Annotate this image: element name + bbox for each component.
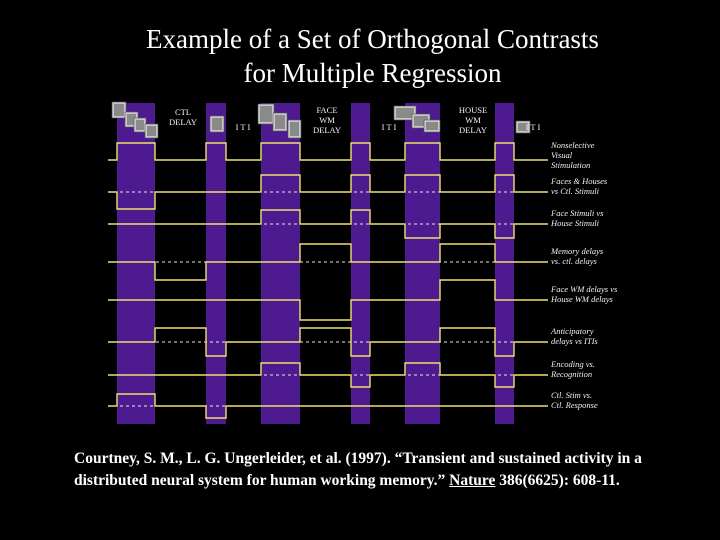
title-line-2: for Multiple Regression xyxy=(243,58,502,88)
period-label: FACE WM DELAY xyxy=(312,105,342,135)
regressor-waveform xyxy=(108,175,548,209)
regressor-label: Memory delays vs. ctl. delays xyxy=(551,246,604,266)
regressor-waveform xyxy=(108,363,548,387)
citation xyxy=(74,448,714,492)
stimulus-thumbnail-detail xyxy=(147,126,156,136)
regressor-label: Faces & Houses vs Ctl. Stimuli xyxy=(551,176,608,196)
stimulus-period-band xyxy=(495,103,514,424)
citation-details: 386(6625): 608-11. xyxy=(495,472,620,489)
stimulus-thumbnail-detail xyxy=(275,115,285,129)
stimulus-thumbnail-detail xyxy=(136,120,144,130)
stimulus-period-band xyxy=(206,103,226,424)
regressor-label: Face WM delays vs House WM delays xyxy=(551,284,618,304)
period-label: I T I xyxy=(235,122,251,132)
regressor-waveform xyxy=(108,210,548,238)
stimulus-thumbnail-detail xyxy=(290,122,299,136)
stimulus-period-band xyxy=(351,103,370,424)
regressor-waveform xyxy=(108,143,548,160)
regressor-label: Nonselective Visual Stimulation xyxy=(551,140,595,170)
stimulus-thumbnail-detail xyxy=(396,108,414,118)
period-label: I T I xyxy=(381,122,397,132)
stimulus-period-band xyxy=(117,103,155,424)
stimulus-period-band xyxy=(405,103,440,424)
citation-journal: Nature xyxy=(449,472,496,489)
stimulus-thumbnail-detail xyxy=(114,104,124,116)
regressor-label: Ctl. Stim vs. Ctl. Response xyxy=(551,390,598,410)
title-line-1: Example of a Set of Orthogonal Contrasts xyxy=(146,24,599,54)
stimulus-thumbnail-detail xyxy=(260,106,272,122)
period-label: I T I xyxy=(525,122,541,132)
stimulus-period-band xyxy=(261,103,300,424)
regressor-label: Encoding vs. Recognition xyxy=(551,359,595,379)
stimulus-thumbnail-detail xyxy=(212,118,222,130)
stimulus-thumbnail-detail xyxy=(426,122,438,130)
regressor-waveform xyxy=(108,394,548,418)
regressor-label: Anticipatory delays vs ITIs xyxy=(551,326,598,346)
regressor-waveform xyxy=(108,280,548,320)
regressor-label: Face Stimuli vs House Stimuli xyxy=(551,208,604,228)
period-label: HOUSE WM DELAY xyxy=(458,105,488,135)
period-label: CTL DELAY xyxy=(168,107,198,127)
citation-authors: Courtney, S. M., L. G. Ungerleider, et al. (1997). “Transient and sustained activity in a distributed neural system for human working memory.” xyxy=(74,450,642,489)
